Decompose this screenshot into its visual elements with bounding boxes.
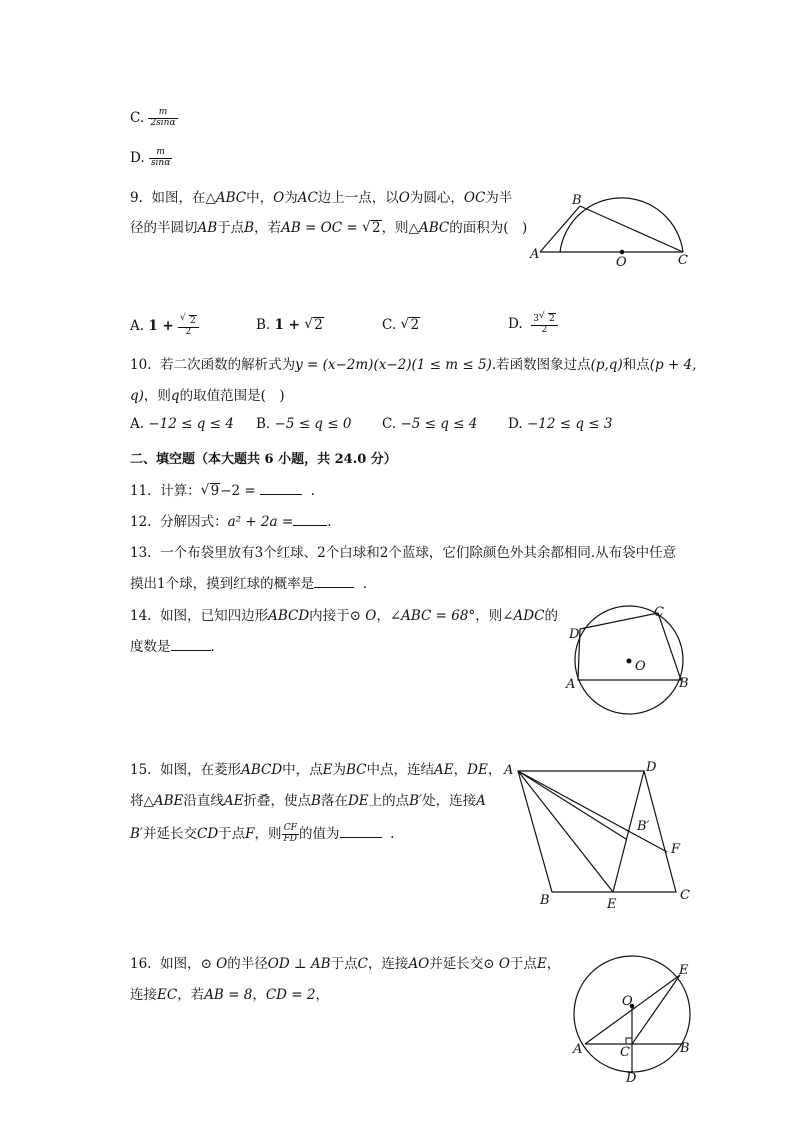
q10-option-d: D. −12 ≤ q ≤ 3 (508, 416, 613, 432)
q15-figure (500, 758, 700, 912)
q15-label-b-prime: B′ (637, 819, 650, 834)
q15-segment-af (518, 771, 667, 852)
q16-label-e: E (679, 963, 689, 978)
q11: 11. 计算：√ 9−2 = . (130, 479, 315, 500)
q9-segment-ab (540, 206, 580, 252)
q16-label-c: C (620, 1045, 630, 1060)
q14-label-d: D (569, 627, 580, 642)
q13-line2: 摸出1个球，摸到红球的概率是 . (130, 576, 367, 592)
q12-answer-blank[interactable] (293, 524, 327, 526)
q14-center-dot (627, 659, 632, 664)
q16-label-a: A (573, 1042, 583, 1057)
q15-line2: 将△ABE沿直线AE折叠，使点B落在DE上的点B′处，连接A (130, 793, 486, 809)
q10-line1: 10. 若二次函数的解析式为y = (x−2m)(x−2)(1 ≤ m ≤ 5).若函数图象过点(p,q)和点(p + 4, (130, 357, 697, 373)
q15-line1: 15. 如图，在菱形ABCD中，点E为BC中点，连结AE，DE， (130, 762, 502, 778)
q9-option-c: C. √ 2 (382, 317, 420, 334)
q15-label-c: C (680, 888, 690, 903)
q15-label-e: E (607, 897, 617, 912)
q8-option-d-fraction: $\frac{m}{\sin\alpha}$ (150, 147, 171, 168)
q9-label-b: B (572, 193, 582, 208)
q16-label-o: O (622, 994, 633, 1009)
q9-label-o: O (616, 255, 627, 270)
q9-label-a: A (530, 247, 540, 262)
q10-option-c: C. −5 ≤ q ≤ 4 (382, 416, 478, 432)
q8-option-c-fraction: $\frac{m}{2\sin\alpha}$ (150, 107, 176, 128)
q16-line1: 16. 如图，⊙ O的半径OD ⊥ AB于点C，连接AO并延长交⊙ O于点E， (130, 956, 561, 972)
q9-segment-bc (580, 206, 683, 252)
q10-option-a: A. −12 ≤ q ≤ 4 (130, 416, 234, 432)
q14-line1: 14. 如图，已知四边形ABCD内接于⊙ O，∠ABC = 68°，则∠ADC的 (130, 608, 558, 624)
q9-center-dot (620, 250, 625, 255)
q16-figure (560, 948, 700, 1088)
q9-option-b: B. 1 + √ 2 (256, 317, 324, 334)
q10-line2: q)，则q的取值范围是( ) (130, 388, 285, 404)
q8-option-c: C. $\frac{m}{2\sin\alpha}$ (130, 107, 176, 128)
q9-figure (528, 186, 698, 270)
q8-option-d: D. $\frac{m}{\sin\alpha}$ (130, 147, 171, 168)
q14-label-a: A (566, 677, 576, 692)
q9-label-c: C (678, 253, 688, 268)
q16-label-d: D (626, 1071, 637, 1086)
q14-label-o: O (635, 659, 646, 674)
q14-label-b: B (679, 676, 689, 691)
q11-answer-blank[interactable] (260, 493, 302, 495)
section-heading: 二、填空题（本大题共 6 小题，共 24.0 分） (130, 452, 397, 467)
q12: 12. 分解因式：a² + 2a = . (130, 514, 332, 530)
q9-line1: 9. 如图，在△ABC中，O为AC边上一点，以O为圆心，OC为半 (130, 190, 513, 206)
q15-rhombus (518, 771, 676, 892)
q15-label-d: D (646, 760, 657, 775)
q15-label-b: B (540, 893, 550, 908)
q9-option-a: A. 1 + √ $\frac{2}{2}$ (130, 315, 199, 338)
q14-answer-blank[interactable] (171, 649, 211, 651)
q16-segment-ec (632, 975, 680, 1044)
q10-option-b: B. −5 ≤ q ≤ 0 (256, 416, 352, 432)
q9-option-d: D. $\frac{3√ 2}{2}$ (508, 313, 558, 336)
q13-line1: 13. 一个布袋里放有3个红球、2个白球和2个蓝球，它们除颜色外其余都相同.从布袋中任意 (130, 545, 677, 561)
q16-line2: 连接EC，若AB = 8，CD = 2， (130, 987, 329, 1003)
q14-label-c: C (654, 605, 664, 620)
q14-figure (560, 600, 700, 720)
q16-right-angle-mark (626, 1038, 632, 1044)
q14-quadrilateral (578, 613, 681, 680)
q15-label-a: A (504, 763, 514, 778)
q13-answer-blank[interactable] (314, 586, 354, 588)
q9-line2: 径的半圆切AB于点B，若AB = OC = √ 2，则△ABC的面积为( ) (130, 216, 527, 237)
q15-line3: B′并延长交CD于点F，则 $\frac{CF}{FD}$ 的值为 . (130, 823, 395, 844)
q14-line2: 度数是 . (130, 639, 215, 655)
q15-segment-ae (518, 771, 613, 892)
q15-label-f: F (671, 842, 681, 857)
q16-label-b: B (680, 1041, 690, 1056)
q15-answer-blank[interactable] (340, 836, 382, 838)
